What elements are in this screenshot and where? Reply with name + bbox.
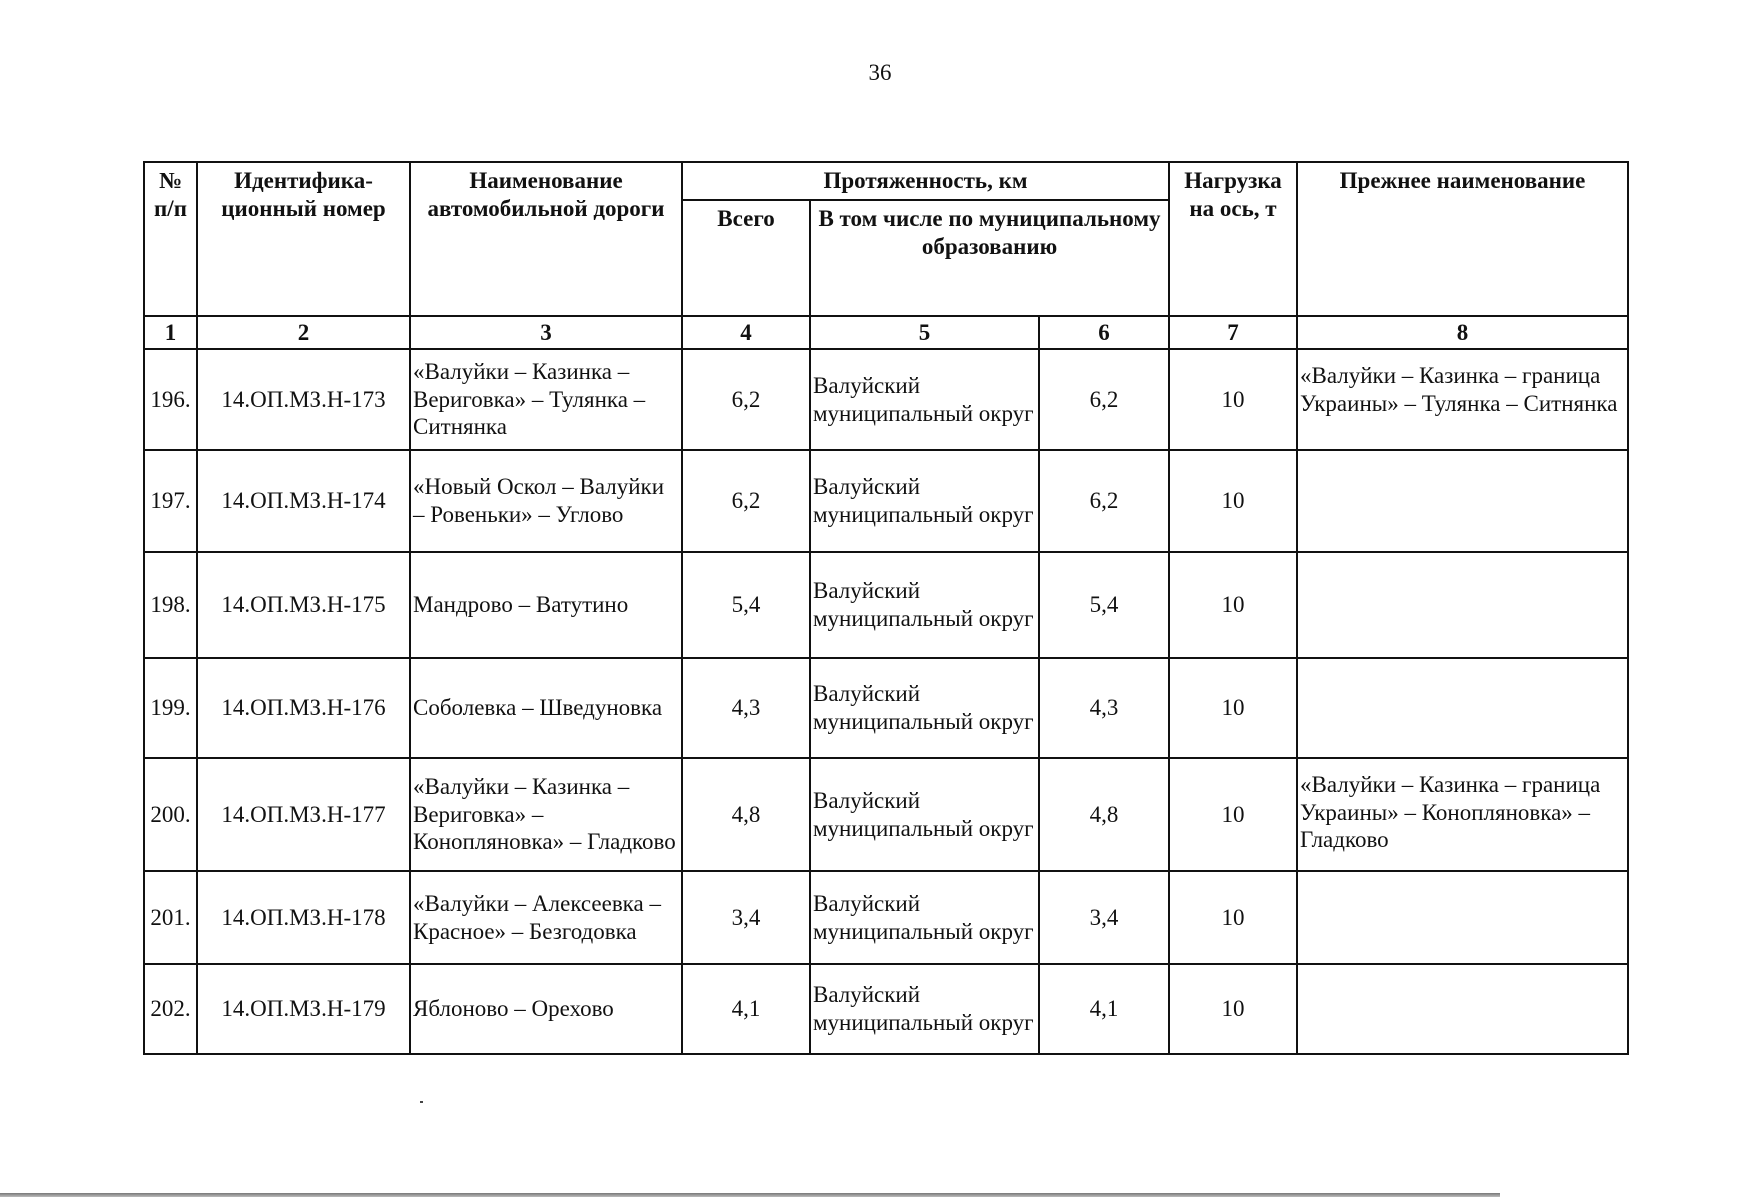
municipal-length-cell: 4,1	[1039, 964, 1169, 1054]
axle-load-cell: 10	[1169, 758, 1297, 871]
municipality-cell: Валуйский муниципальный округ	[810, 758, 1039, 871]
road-name-cell: Соболевка – Шведуновка	[410, 658, 682, 758]
axle-load-cell: 10	[1169, 871, 1297, 964]
scan-speck	[420, 1101, 423, 1103]
road-name-cell: Мандрово – Ватутино	[410, 552, 682, 658]
table-body	[144, 316, 1628, 1054]
column-number: 1	[144, 316, 197, 349]
road-id-cell: 14.ОП.МЗ.Н-173	[197, 349, 410, 450]
scan-bottom-edge	[0, 1193, 1500, 1197]
previous-name-cell	[1297, 964, 1628, 1054]
length-total-cell: 4,8	[682, 758, 810, 871]
length-total-cell: 4,1	[682, 964, 810, 1054]
previous-name-cell: «Валуйки – Казинка – граница Украины» – Конопляновка» – Гладково	[1297, 758, 1628, 871]
road-name-cell: «Валуйки – Алексеевка – Красное» – Безгодовка	[410, 871, 682, 964]
road-id-cell: 14.ОП.МЗ.Н-176	[197, 658, 410, 758]
roads-table	[143, 161, 1629, 1055]
previous-name-cell	[1297, 450, 1628, 552]
column-number: 7	[1169, 316, 1297, 349]
length-total-cell: 5,4	[682, 552, 810, 658]
length-total-cell: 6,2	[682, 450, 810, 552]
table-row	[144, 758, 1628, 871]
header-road-name: Наименование автомобильной дороги	[410, 162, 682, 316]
table-row	[144, 450, 1628, 552]
row-number-cell: 196.	[144, 349, 197, 450]
row-number-cell: 198.	[144, 552, 197, 658]
axle-load-cell: 10	[1169, 552, 1297, 658]
municipal-length-cell: 4,3	[1039, 658, 1169, 758]
column-number: 5	[810, 316, 1039, 349]
municipal-length-cell: 5,4	[1039, 552, 1169, 658]
municipal-length-cell: 6,2	[1039, 450, 1169, 552]
row-number-cell: 201.	[144, 871, 197, 964]
road-name-cell: Яблоново – Орехово	[410, 964, 682, 1054]
municipal-length-cell: 6,2	[1039, 349, 1169, 450]
municipality-cell: Валуйский муниципальный округ	[810, 658, 1039, 758]
municipality-cell: Валуйский муниципальный округ	[810, 349, 1039, 450]
row-number-cell: 202.	[144, 964, 197, 1054]
row-number-cell: 199.	[144, 658, 197, 758]
table-row	[144, 552, 1628, 658]
column-number: 3	[410, 316, 682, 349]
road-id-cell: 14.ОП.МЗ.Н-174	[197, 450, 410, 552]
municipality-cell: Валуйский муниципальный округ	[810, 871, 1039, 964]
previous-name-cell	[1297, 552, 1628, 658]
column-number-row	[144, 316, 1628, 349]
length-total-cell: 4,3	[682, 658, 810, 758]
axle-load-cell: 10	[1169, 349, 1297, 450]
header-length-total: Всего	[682, 200, 810, 316]
length-total-cell: 3,4	[682, 871, 810, 964]
road-id-cell: 14.ОП.МЗ.Н-179	[197, 964, 410, 1054]
previous-name-cell: «Валуйки – Казинка – граница Украины» – Тулянка – Ситнянка	[1297, 349, 1628, 450]
road-id-cell: 14.ОП.МЗ.Н-178	[197, 871, 410, 964]
table-row	[144, 658, 1628, 758]
axle-load-cell: 10	[1169, 450, 1297, 552]
header-number: № п/п	[144, 162, 197, 316]
column-number: 4	[682, 316, 810, 349]
table-header	[144, 162, 1628, 316]
header-previous-name: Прежнее наименование	[1297, 162, 1628, 316]
road-name-cell: «Новый Оскол – Валуйки – Ровеньки» – Углово	[410, 450, 682, 552]
header-length-group: Протяженность, км	[682, 162, 1169, 200]
column-number: 8	[1297, 316, 1628, 349]
table-row	[144, 349, 1628, 450]
table-row	[144, 964, 1628, 1054]
table-row	[144, 871, 1628, 964]
municipality-cell: Валуйский муниципальный округ	[810, 552, 1039, 658]
column-number: 6	[1039, 316, 1169, 349]
road-id-cell: 14.ОП.МЗ.Н-177	[197, 758, 410, 871]
header-axle-load: Нагрузка на ось, т	[1169, 162, 1297, 316]
axle-load-cell: 10	[1169, 964, 1297, 1054]
municipality-cell: Валуйский муниципальный округ	[810, 964, 1039, 1054]
column-number: 2	[197, 316, 410, 349]
municipal-length-cell: 4,8	[1039, 758, 1169, 871]
length-total-cell: 6,2	[682, 349, 810, 450]
municipality-cell: Валуйский муниципальный округ	[810, 450, 1039, 552]
row-number-cell: 197.	[144, 450, 197, 552]
road-name-cell: «Валуйки – Казинка – Вериговка» – Конопляновка» – Гладково	[410, 758, 682, 871]
municipal-length-cell: 3,4	[1039, 871, 1169, 964]
road-name-cell: «Валуйки – Казинка – Вериговка» – Тулянка – Ситнянка	[410, 349, 682, 450]
previous-name-cell	[1297, 871, 1628, 964]
row-number-cell: 200.	[144, 758, 197, 871]
header-length-including: В том числе по муниципальному образованию	[810, 200, 1169, 316]
previous-name-cell	[1297, 658, 1628, 758]
header-id: Идентифика-ционный номер	[197, 162, 410, 316]
page-number: 36	[868, 60, 892, 85]
axle-load-cell: 10	[1169, 658, 1297, 758]
road-id-cell: 14.ОП.МЗ.Н-175	[197, 552, 410, 658]
